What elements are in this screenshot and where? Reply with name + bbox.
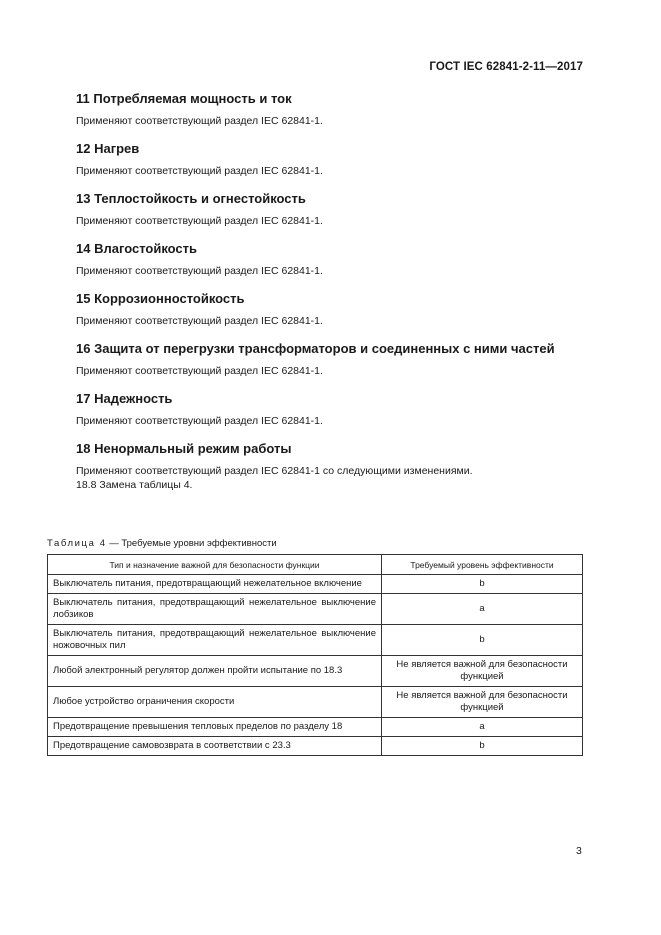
cell-function: Предотвращение превышения тепловых пределов по разделу 18 [48, 718, 382, 737]
cell-level: Не является важной для безопасности функцией [382, 656, 583, 687]
section-body: Применяют соответствующий раздел IEC 62841-1. [76, 215, 323, 227]
section-11 [76, 90, 583, 128]
section-14 [76, 240, 583, 278]
cell-function: Предотвращение самовозврата в соответствии с 23.3 [48, 737, 382, 756]
table-row [48, 656, 583, 687]
cell-level: b [382, 625, 583, 656]
section-16 [76, 340, 583, 378]
section-title: 12 Нагрев [76, 141, 140, 156]
table-header-row [48, 555, 583, 575]
table-caption-text: — Требуемые уровни эффективности [106, 538, 277, 549]
cell-function: Выключатель питания, предотвращающий нежелательное выключение лобзиков [48, 594, 382, 625]
cell-level: b [382, 737, 583, 756]
cell-level: Не является важной для безопасности функцией [382, 687, 583, 718]
section-title: 11 Потребляемая мощность и ток [76, 91, 292, 106]
section-13 [76, 190, 583, 228]
table-row [48, 687, 583, 718]
column-header-level: Требуемый уровень эффективности [382, 555, 583, 575]
section-title: 14 Влагостойкость [76, 241, 198, 256]
cell-level: a [382, 718, 583, 737]
cell-function: Любое устройство ограничения скорости [48, 687, 382, 718]
cell-function: Выключатель питания, предотвращающий нежелательное включение [48, 575, 382, 594]
table-row [48, 594, 583, 625]
table-caption-label: Таблица 4 [47, 538, 107, 549]
section-title: 15 Коррозионностойкость [76, 291, 245, 306]
section-15 [76, 290, 583, 328]
section-12 [76, 140, 583, 178]
table-row [48, 718, 583, 737]
section-body: Применяют соответствующий раздел IEC 62841-1. [76, 315, 323, 327]
table-row [48, 737, 583, 756]
table-row [48, 625, 583, 656]
section-title: 18 Ненормальный режим работы [76, 441, 292, 456]
section-title: 17 Надежность [76, 391, 173, 406]
section-title: 13 Теплостойкость и огнестойкость [76, 191, 306, 206]
table-row [48, 575, 583, 594]
section-body: Применяют соответствующий раздел IEC 62841-1. [76, 365, 323, 377]
page-header: ГОСТ IEC 62841-2-11—2017 [429, 61, 583, 73]
section-body: Применяют соответствующий раздел IEC 62841-1. [76, 415, 323, 427]
cell-level: a [382, 594, 583, 625]
efficiency-table [47, 554, 583, 756]
main-content [76, 90, 583, 504]
section-body: Применяют соответствующий раздел IEC 62841-1. [76, 165, 323, 177]
section-body: Применяют соответствующий раздел IEC 62841-1 со следующими изменениями. [76, 465, 473, 477]
section-title: 16 Защита от перегрузки трансформаторов и соединенных с ними частей [76, 341, 555, 356]
column-header-function: Тип и назначение важной для безопасности функции [48, 555, 382, 575]
section-17 [76, 390, 583, 428]
page-number: 3 [576, 845, 582, 857]
cell-function: Выключатель питания, предотвращающий нежелательное выключение ножовочных пил [48, 625, 382, 656]
section-18 [76, 440, 583, 492]
section-body-amendment: 18.8 Замена таблицы 4. [76, 479, 193, 491]
section-body: Применяют соответствующий раздел IEC 62841-1. [76, 115, 323, 127]
cell-level: b [382, 575, 583, 594]
cell-function: Любой электронный регулятор должен пройти испытание по 18.3 [48, 656, 382, 687]
table-caption [47, 538, 277, 549]
section-body: Применяют соответствующий раздел IEC 62841-1. [76, 265, 323, 277]
